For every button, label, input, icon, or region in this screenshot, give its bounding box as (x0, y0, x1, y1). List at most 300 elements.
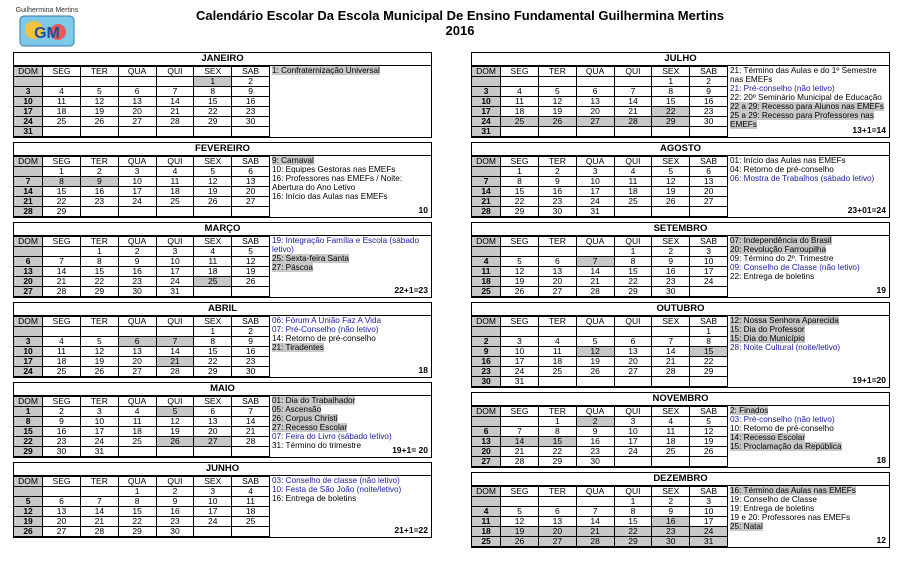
week-row (472, 537, 728, 547)
weekday-label: SEG (43, 157, 81, 167)
day-cell: 9 (43, 417, 81, 427)
empty-cell (690, 287, 728, 297)
day-cell: 30 (538, 207, 576, 217)
day-cell: 30 (690, 117, 728, 127)
school-days-total: 22+1=23 (394, 285, 428, 295)
day-cell: 31 (690, 537, 728, 547)
day-cell: 26 (156, 437, 194, 447)
event-text: 22: Entrega de boletins (730, 272, 815, 281)
day-cell: 7 (472, 177, 501, 187)
month-name: NOVEMBRO (472, 393, 889, 406)
week-row (472, 277, 728, 287)
day-cell: 31 (156, 287, 194, 297)
weekday-header (14, 317, 270, 327)
empty-cell (576, 497, 614, 507)
week-row (14, 447, 270, 457)
day-cell: 16 (232, 97, 270, 107)
day-cell: 3 (690, 497, 728, 507)
month-body (14, 316, 431, 377)
empty-cell (232, 527, 270, 537)
month-body (14, 236, 431, 297)
day-cell: 20 (538, 277, 576, 287)
weekday-label: QUI (614, 157, 652, 167)
week-row (472, 247, 728, 257)
day-cell: 8 (538, 427, 576, 437)
weekday-header (14, 477, 270, 487)
day-cell: 10 (472, 97, 501, 107)
events-list (272, 66, 429, 137)
day-cell: 23 (652, 527, 690, 537)
empty-cell (43, 127, 81, 137)
empty-cell (14, 247, 43, 257)
empty-cell (80, 487, 118, 497)
event-item (272, 405, 429, 414)
event-item (730, 174, 887, 183)
day-cell: 22 (614, 277, 652, 287)
week-row (472, 167, 728, 177)
empty-cell (652, 127, 690, 137)
page-title (95, 8, 825, 38)
day-cell: 8 (614, 257, 652, 267)
day-cell: 4 (43, 337, 81, 347)
day-cell: 1 (501, 167, 539, 177)
day-cell: 5 (194, 167, 232, 177)
day-cell: 27 (614, 367, 652, 377)
weekday-label: QUA (118, 477, 156, 487)
week-row (472, 507, 728, 517)
empty-cell (156, 327, 194, 337)
day-cell: 16 (538, 187, 576, 197)
svg-text:GM: GM (34, 25, 60, 42)
event-item (272, 325, 429, 334)
day-cell: 12 (538, 97, 576, 107)
event-text: 15: Dia do Professor (730, 325, 805, 334)
event-text: 27: Páscoa (272, 263, 313, 272)
weekday-label: SEG (43, 477, 81, 487)
day-cell: 21 (501, 447, 539, 457)
day-cell: 27 (14, 287, 43, 297)
event-text: 22: 20º Seminário Municipal de Educação (730, 93, 882, 102)
day-cell: 17 (614, 437, 652, 447)
day-cell: 15 (614, 267, 652, 277)
event-text: 07: Feira do Livro (sábado letivo) (272, 432, 392, 441)
day-cell: 24 (80, 437, 118, 447)
empty-cell (501, 497, 539, 507)
day-cell: 2 (43, 407, 81, 417)
event-text: 12: Nossa Senhora Aparecida (730, 316, 839, 325)
weekday-label: QUA (118, 237, 156, 247)
school-days-total: 12 (876, 535, 886, 545)
week-row (472, 517, 728, 527)
day-cell: 5 (652, 167, 690, 177)
weekday-label: SEX (194, 397, 232, 407)
left-column (13, 52, 432, 542)
calendar-grid (472, 156, 728, 217)
day-cell: 22 (538, 447, 576, 457)
week-row (14, 87, 270, 97)
weekday-label: QUA (118, 157, 156, 167)
day-cell: 28 (576, 287, 614, 297)
month-body (472, 406, 889, 467)
day-cell: 29 (501, 207, 539, 217)
day-cell: 16 (118, 267, 156, 277)
day-cell: 8 (501, 177, 539, 187)
day-cell: 25 (194, 277, 232, 287)
day-cell: 6 (576, 87, 614, 97)
day-cell: 21 (472, 197, 501, 207)
events-list (272, 316, 429, 377)
day-cell: 25 (43, 117, 81, 127)
day-cell: 3 (614, 417, 652, 427)
day-cell: 23 (538, 197, 576, 207)
empty-cell (472, 327, 501, 337)
week-row (14, 277, 270, 287)
event-text: 16: Professores nas EMEFs / Noite: Abertura do Ano Letivo (272, 174, 403, 192)
empty-cell (80, 207, 118, 217)
weekday-label: DOM (14, 317, 43, 327)
event-text: 05: Ascensão (272, 405, 322, 414)
day-cell: 3 (14, 87, 43, 97)
weekday-label: SEG (43, 237, 81, 247)
day-cell: 11 (194, 257, 232, 267)
day-cell: 8 (14, 417, 43, 427)
empty-cell (472, 417, 501, 427)
week-row (14, 257, 270, 267)
day-cell: 1 (614, 497, 652, 507)
event-item (730, 272, 887, 281)
day-cell: 7 (652, 337, 690, 347)
day-cell: 5 (501, 507, 539, 517)
day-cell: 17 (14, 107, 43, 117)
day-cell: 6 (43, 497, 81, 507)
event-text: 01: Início das Aulas nas EMEFs (730, 156, 846, 165)
empty-cell (501, 327, 539, 337)
day-cell: 21 (232, 427, 270, 437)
event-text: 10: Equipes Gestoras nas EMEFs (272, 165, 396, 174)
day-cell: 24 (14, 367, 43, 377)
day-cell: 2 (652, 247, 690, 257)
event-item (730, 415, 887, 424)
empty-cell (118, 207, 156, 217)
weekday-label: TER (538, 487, 576, 497)
event-item (272, 423, 429, 432)
week-row (472, 267, 728, 277)
day-cell: 5 (538, 87, 576, 97)
weekday-header (472, 317, 728, 327)
day-cell: 30 (652, 537, 690, 547)
day-cell: 23 (576, 447, 614, 457)
month-novembro (471, 392, 890, 468)
weekday-label: QUI (614, 317, 652, 327)
week-row (14, 207, 270, 217)
day-cell: 3 (14, 337, 43, 347)
day-cell: 26 (538, 117, 576, 127)
day-cell: 25 (501, 117, 539, 127)
empty-cell (614, 127, 652, 137)
weekday-label: SAB (690, 157, 728, 167)
day-cell: 19 (156, 427, 194, 437)
event-item (730, 66, 887, 84)
day-cell: 3 (690, 247, 728, 257)
day-cell: 14 (472, 187, 501, 197)
weekday-label: QUA (118, 317, 156, 327)
day-cell: 12 (80, 97, 118, 107)
event-item (730, 263, 887, 272)
day-cell: 14 (80, 507, 118, 517)
weekday-header (472, 237, 728, 247)
day-cell: 6 (14, 257, 43, 267)
svg-text:Guilhermina Mertins: Guilhermina Mertins (15, 7, 79, 14)
day-cell: 24 (118, 197, 156, 207)
weekday-label: DOM (14, 237, 43, 247)
day-cell: 7 (614, 87, 652, 97)
day-cell: 9 (652, 507, 690, 517)
weekday-label: DOM (472, 407, 501, 417)
school-days-total: 10 (418, 205, 428, 215)
day-cell: 20 (14, 277, 43, 287)
week-row (472, 377, 728, 387)
day-cell: 28 (501, 457, 539, 467)
weekday-label: SAB (690, 407, 728, 417)
day-cell: 20 (194, 427, 232, 437)
day-cell: 26 (501, 287, 539, 297)
day-cell: 6 (118, 87, 156, 97)
event-item (272, 254, 429, 263)
day-cell: 30 (232, 117, 270, 127)
day-cell: 13 (576, 97, 614, 107)
day-cell: 5 (690, 417, 728, 427)
weekday-label: QUA (576, 157, 614, 167)
title-line-2: 2016 (445, 23, 475, 38)
event-item (272, 396, 429, 405)
day-cell: 13 (232, 177, 270, 187)
day-cell: 9 (156, 497, 194, 507)
weekday-label: SEX (652, 237, 690, 247)
day-cell: 22 (614, 527, 652, 537)
weekday-label: QUI (614, 67, 652, 77)
month-name: DEZEMBRO (472, 473, 889, 486)
month-name: OUTUBRO (472, 303, 889, 316)
day-cell: 25 (43, 367, 81, 377)
empty-cell (194, 207, 232, 217)
weekday-label: QUA (576, 487, 614, 497)
week-row (14, 347, 270, 357)
day-cell: 11 (614, 177, 652, 187)
day-cell: 8 (194, 337, 232, 347)
empty-cell (614, 377, 652, 387)
week-row (14, 367, 270, 377)
month-maio (13, 382, 432, 458)
weekday-label: QUA (576, 67, 614, 77)
empty-cell (232, 127, 270, 137)
week-row (472, 427, 728, 437)
day-cell: 22 (43, 197, 81, 207)
week-row (14, 517, 270, 527)
event-item (272, 316, 429, 325)
week-row (472, 497, 728, 507)
week-row (14, 487, 270, 497)
event-text: 14: Recesso Escolar (730, 433, 806, 442)
empty-cell (232, 207, 270, 217)
event-text: 1: Confraternização Universal (272, 66, 380, 75)
month-body (14, 476, 431, 537)
weekday-header (472, 487, 728, 497)
school-days-total: 19+1= 20 (392, 445, 428, 455)
weekday-label: DOM (14, 397, 43, 407)
day-cell: 1 (194, 77, 232, 87)
month-fevereiro (13, 142, 432, 218)
day-cell: 1 (118, 487, 156, 497)
day-cell: 7 (80, 497, 118, 507)
empty-cell (576, 247, 614, 257)
event-text: 06: Fórum A União Faz A Vida (272, 316, 382, 325)
day-cell: 3 (576, 167, 614, 177)
weekday-label: DOM (14, 157, 43, 167)
calendar-grid (472, 236, 728, 297)
month-name: ABRIL (14, 303, 431, 316)
day-cell: 12 (576, 347, 614, 357)
day-cell: 6 (538, 507, 576, 517)
day-cell: 19 (690, 437, 728, 447)
event-text: 21: Pré-conselho (não letivo) (730, 84, 835, 93)
day-cell: 31 (501, 377, 539, 387)
day-cell: 17 (80, 427, 118, 437)
weekday-label: SAB (690, 237, 728, 247)
empty-cell (156, 127, 194, 137)
day-cell: 27 (538, 537, 576, 547)
week-row (14, 427, 270, 437)
event-item (730, 165, 887, 174)
day-cell: 18 (194, 267, 232, 277)
day-cell: 24 (501, 367, 539, 377)
week-row (472, 457, 728, 467)
event-text: 26: Corpus Christi (272, 414, 338, 423)
school-days-total: 18 (876, 455, 886, 465)
day-cell: 12 (652, 177, 690, 187)
day-cell: 23 (232, 357, 270, 367)
day-cell: 17 (690, 517, 728, 527)
empty-cell (538, 77, 576, 87)
event-text: 22 a 29: Recesso para Alunos nas EMEFs (730, 102, 884, 111)
weekday-label: TER (80, 237, 118, 247)
month-junho (13, 462, 432, 538)
day-cell: 26 (232, 277, 270, 287)
day-cell: 8 (80, 257, 118, 267)
empty-cell (501, 247, 539, 257)
month-name: FEVEREIRO (14, 143, 431, 156)
empty-cell (118, 127, 156, 137)
day-cell: 5 (501, 257, 539, 267)
day-cell: 27 (43, 527, 81, 537)
day-cell: 18 (501, 107, 539, 117)
week-row (472, 257, 728, 267)
event-text: 25: Sexta-feira Santa (272, 254, 349, 263)
day-cell: 17 (194, 507, 232, 517)
day-cell: 26 (652, 197, 690, 207)
week-row (472, 187, 728, 197)
day-cell: 4 (472, 257, 501, 267)
weekday-label: SAB (232, 477, 270, 487)
weekday-label: SEX (652, 317, 690, 327)
day-cell: 20 (690, 187, 728, 197)
event-text: 31: Término do trimestre (272, 441, 362, 450)
day-cell: 15 (43, 187, 81, 197)
weekday-label: SEG (501, 157, 539, 167)
week-row (14, 437, 270, 447)
event-item (272, 343, 429, 352)
weekday-header (14, 157, 270, 167)
day-cell: 24 (156, 277, 194, 287)
day-cell: 18 (472, 527, 501, 537)
week-row (472, 367, 728, 377)
day-cell: 26 (80, 117, 118, 127)
events-list (730, 406, 887, 467)
day-cell: 3 (156, 247, 194, 257)
day-cell: 21 (652, 357, 690, 367)
event-item (272, 476, 429, 485)
empty-cell (501, 417, 539, 427)
calendar-grid (472, 66, 728, 137)
month-body (472, 236, 889, 297)
weekday-label: DOM (472, 157, 501, 167)
event-item (730, 424, 887, 433)
day-cell: 23 (43, 437, 81, 447)
day-cell: 29 (614, 287, 652, 297)
day-cell: 9 (80, 177, 118, 187)
day-cell: 10 (194, 497, 232, 507)
empty-cell (156, 77, 194, 87)
month-janeiro (13, 52, 432, 138)
weekday-label: SEX (194, 317, 232, 327)
day-cell: 28 (80, 527, 118, 537)
weekday-label: QUI (614, 487, 652, 497)
weekday-label: QUI (156, 317, 194, 327)
event-text: 16: Início das Aulas nas EMEFs (272, 192, 388, 201)
event-text: 03: Conselho de classe (não letivo) (272, 476, 400, 485)
event-item (272, 174, 429, 192)
day-cell: 11 (652, 427, 690, 437)
day-cell: 1 (80, 247, 118, 257)
day-cell: 17 (118, 187, 156, 197)
weekday-label: TER (80, 397, 118, 407)
week-row (14, 497, 270, 507)
month-body (14, 156, 431, 217)
day-cell: 29 (194, 117, 232, 127)
month-agosto (471, 142, 890, 218)
day-cell: 9 (232, 337, 270, 347)
week-row (472, 337, 728, 347)
event-text: 03: Pré-conselho (não letivo) (730, 415, 835, 424)
day-cell: 17 (501, 357, 539, 367)
empty-cell (472, 497, 501, 507)
weekday-label: SEX (652, 487, 690, 497)
day-cell: 27 (690, 197, 728, 207)
day-cell: 18 (43, 107, 81, 117)
day-cell: 1 (14, 407, 43, 417)
day-cell: 25 (156, 197, 194, 207)
weekday-label: DOM (14, 67, 43, 77)
week-row (14, 107, 270, 117)
day-cell: 20 (118, 107, 156, 117)
day-cell: 19 (538, 107, 576, 117)
day-cell: 2 (80, 167, 118, 177)
day-cell: 11 (232, 497, 270, 507)
day-cell: 13 (538, 267, 576, 277)
month-março (13, 222, 432, 298)
day-cell: 14 (156, 97, 194, 107)
day-cell: 18 (118, 427, 156, 437)
day-cell: 7 (576, 507, 614, 517)
